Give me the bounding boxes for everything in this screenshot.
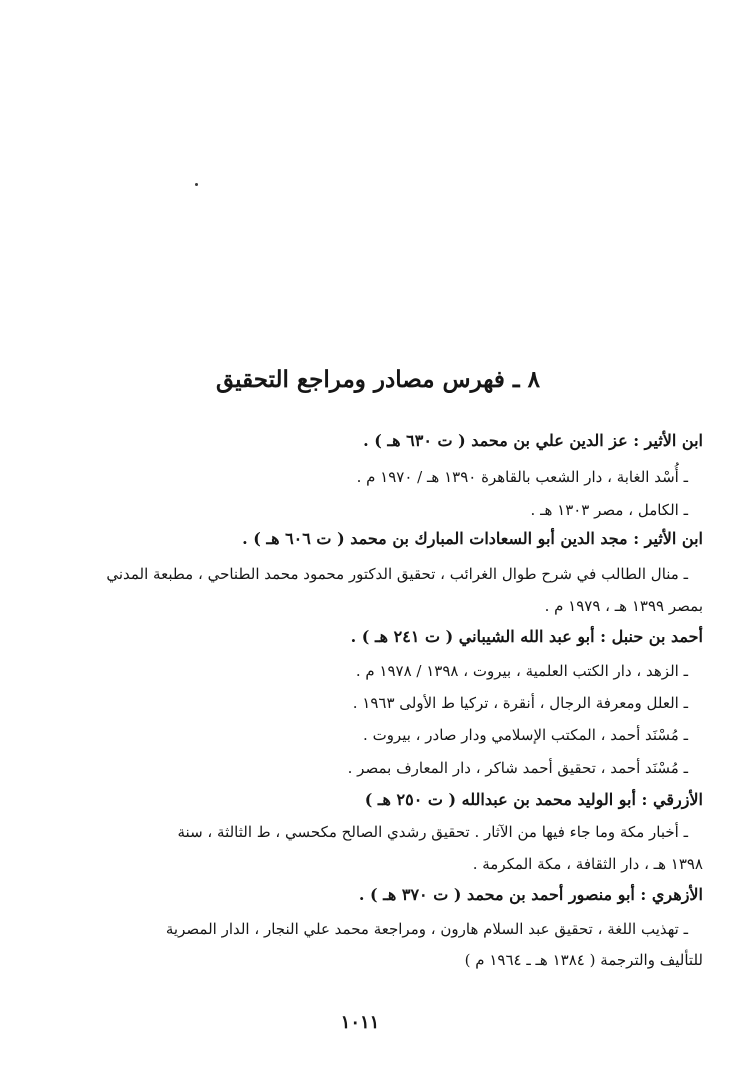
entry-manal-al-talib: ـ منال الطالب في شرح طوال الغرائب ، تحقيق الدكتور محمود محمد الطناحي ، مطبعة المدني xyxy=(106,565,688,583)
entry-usd-al-ghaba: ـ أُسْد الغابة ، دار الشعب بالقاهرة ١٣٩٠ هـ / ١٩٧٠ م . xyxy=(356,468,688,486)
entry-al-zuhd: ـ الزهد ، دار الكتب العلمية ، بيروت ، ١٣٩٨ / ١٩٧٨ م . xyxy=(355,662,688,680)
entry-akhbar-makka: ـ أخبار مكة وما جاء فيها من الآثار . تحقيق رشدي الصالح مكحسي ، ط الثالثة ، سنة xyxy=(177,823,688,841)
section-title: ٨ ـ فهرس مصادر ومراجع التحقيق xyxy=(215,366,540,393)
page-number: ١٠١١ xyxy=(340,1012,380,1033)
entry-al-ilal: ـ العلل ومعرفة الرجال ، أنقرة ، تركيا ط الأولى ١٩٦٣ . xyxy=(352,694,688,712)
entry-tahdhib-al-lugha: ـ تهذيب اللغة ، تحقيق عبد السلام هارون ، ومراجعة محمد علي النجار ، الدار المصرية xyxy=(165,920,688,938)
author-ibn-al-athir-izz: ابن الأثير : عز الدين علي بن محمد ( ت ٦٣٠ هـ ) . xyxy=(363,431,703,450)
author-al-azraqi: الأزرقي : أبو الوليد محمد بن عبدالله ( ت ٢٥٠ هـ ) xyxy=(364,790,703,809)
paper-speck xyxy=(195,183,198,186)
entry-musnad-ahmad-1: ـ مُسْنَد أحمد ، المكتب الإسلامي ودار صادر ، بيروت . xyxy=(363,726,688,744)
author-ibn-al-athir-majd: ابن الأثير : مجد الدين أبو السعادات المبارك بن محمد ( ت ٦٠٦ هـ ) . xyxy=(242,529,703,548)
entry-manal-al-talib-cont: بمصر ١٣٩٩ هـ ، ١٩٧٩ م . xyxy=(544,597,703,615)
entry-al-kamil: ـ الكامل ، مصر ١٣٠٣ هـ . xyxy=(530,501,688,519)
author-ahmad-ibn-hanbal: أحمد بن حنبل : أبو عبد الله الشيباني ( ت ٢٤١ هـ ) . xyxy=(350,627,703,646)
author-al-azhari: الأزهري : أبو منصور أحمد بن محمد ( ت ٣٧٠ هـ ) . xyxy=(358,885,703,904)
entry-tahdhib-al-lugha-cont: للتأليف والترجمة ( ١٣٨٤ هـ ـ ١٩٦٤ م ) xyxy=(464,951,703,969)
entry-musnad-ahmad-2: ـ مُسْنَد أحمد ، تحقيق أحمد شاكر ، دار المعارف بمصر . xyxy=(347,759,688,777)
entry-akhbar-makka-cont: ١٣٩٨ هـ ، دار الثقافة ، مكة المكرمة . xyxy=(472,855,703,873)
